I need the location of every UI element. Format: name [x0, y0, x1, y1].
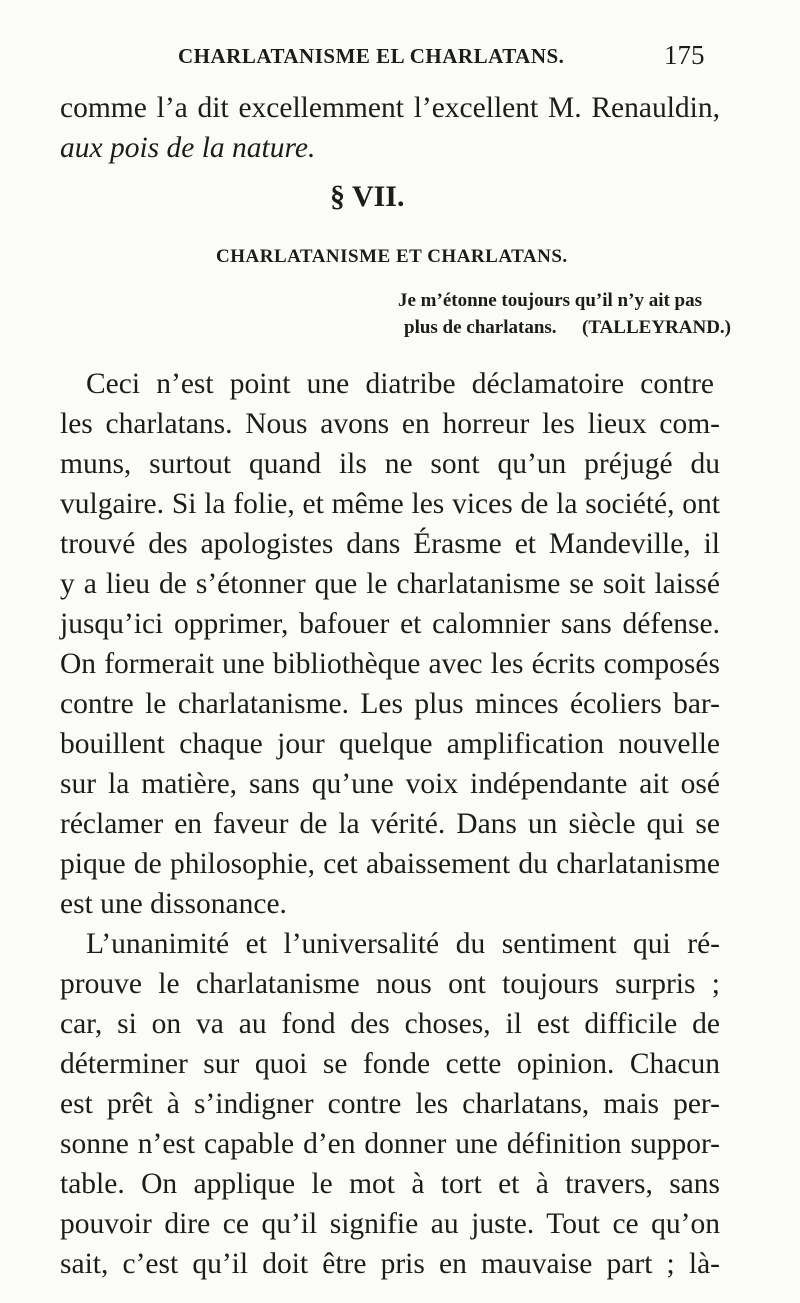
body-line: pouvoir dire ce qu’il signifie au juste. Tout ce qu’on — [60, 1208, 720, 1240]
body-line: déterminer sur quoi se fonde cette opinion. Chacun — [60, 1048, 720, 1080]
body-line: table. On applique le mot à tort et à travers, sans — [60, 1168, 720, 1200]
epigraph-line-1: Je m’étonne toujours qu’il n’y ait pas — [398, 290, 703, 311]
body-line: L’unanimité et l’universalité du sentiment qui ré- — [86, 928, 720, 960]
body-line: On formerait une bibliothèque avec les écrits composés — [60, 648, 720, 680]
body-line: contre le charlatanisme. Les plus minces écoliers bar- — [60, 688, 720, 720]
body-line: est une dissonance. — [60, 888, 287, 920]
body-line: Ceci n’est point une diatribe déclamatoire contre — [86, 368, 714, 400]
section-title: CHARLATANISME ET CHARLATANS. — [216, 246, 568, 267]
running-title: CHARLATANISME EL CHARLATANS. — [178, 44, 565, 68]
intro-line-2: aux pois de la nature. — [60, 132, 316, 164]
body-line: muns, surtout quand ils ne sont qu’un préjugé du — [60, 448, 720, 480]
body-line: pique de philosophie, cet abaissement du charlatanisme — [60, 848, 720, 880]
body-line: sait, c’est qu’il doit être pris en mauvaise part ; là- — [60, 1248, 720, 1280]
body-line: réclamer en faveur de la vérité. Dans un siècle qui se — [60, 808, 720, 840]
epigraph-line-2: plus de charlatans. — [404, 317, 557, 338]
epigraph-attribution: (TALLEYRAND.) — [582, 317, 732, 338]
body-line: est prêt à s’indigner contre les charlatans, mais per- — [60, 1088, 720, 1120]
body-line: les charlatans. Nous avons en horreur les lieux com- — [60, 408, 720, 440]
body-line: bouillent chaque jour quelque amplification nouvelle — [60, 728, 720, 760]
body-line: vulgaire. Si la folie, et même les vices de la société, ont — [60, 488, 720, 520]
intro-line-1: comme l’a dit excellemment l’excellent M. Renauldin, — [60, 92, 720, 124]
body-line: car, si on va au fond des choses, il est difficile de — [60, 1008, 720, 1040]
body-line: sur la matière, sans qu’une voix indépendante ait osé — [60, 768, 720, 800]
body-line: jusqu’ici opprimer, bafouer et calomnier sans défense. — [60, 608, 720, 640]
section-number: § VII. — [330, 180, 405, 213]
body-line: sonne n’est capable d’en donner une définition suppor- — [60, 1128, 720, 1160]
body-line: prouve le charlatanisme nous ont toujours surpris ; — [60, 968, 720, 1000]
body-line: trouvé des apologistes dans Érasme et Mandeville, il — [60, 528, 720, 560]
page-number: 175 — [664, 40, 705, 70]
body-line: y a lieu de s’étonner que le charlatanisme se soit laissé — [60, 568, 720, 600]
